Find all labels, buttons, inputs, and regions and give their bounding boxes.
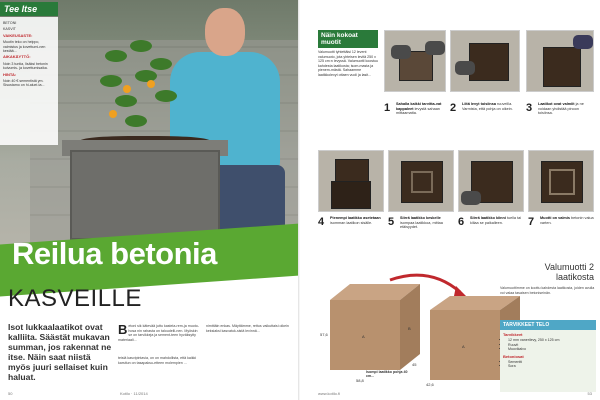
section-tag: Tee Itse bbox=[0, 2, 58, 16]
body-column-1 bbox=[118, 324, 200, 342]
supplies-subheading-1: Tarvikkeet bbox=[503, 332, 523, 337]
step-5-photo bbox=[388, 150, 454, 212]
step-6-text: tuella tai kiilaa se paikalleen. bbox=[470, 216, 522, 225]
dimension-1: 57,6 bbox=[320, 332, 328, 337]
supplies-list-2 bbox=[500, 360, 596, 369]
lead-paragraph: Isot lukkaalaatikot ovat kalliita. Säästät mukavan summan, jos rakennat ne itse. Näin saat niistä myös juuri sellaiset kuin haluat. bbox=[8, 322, 112, 382]
assembly-box-text: Valumuotti tyhtettäisi 12 levent valumuoto, jota yhteisen levitä 250 x 125 cm:n levyssä. Valumuotti koostuu kahdesta laatikosta; isom-masta ja pienem-mästä. Sahaamme laatikkolevyt ottaen vuoli ja lasit... bbox=[318, 50, 379, 77]
headline: Reilua betonia bbox=[12, 236, 217, 271]
svg-text:A: A bbox=[462, 344, 465, 349]
large-box-drawing bbox=[330, 284, 420, 370]
magazine-footer-left: Kotilo · 11/2014 bbox=[120, 391, 148, 396]
right-page bbox=[300, 0, 600, 400]
supply-item: • Sementti bbox=[508, 360, 596, 365]
step-6-title: Siirrä laatikko kiinni bbox=[470, 216, 506, 220]
page-number-left: 50 bbox=[8, 391, 13, 396]
citrus-tree bbox=[95, 40, 185, 140]
step-2-number: 2 bbox=[450, 102, 457, 114]
step-6 bbox=[458, 150, 524, 250]
step-3-title: Laatikot ovat valmiit bbox=[538, 102, 575, 106]
step-3 bbox=[526, 30, 594, 140]
body-text-1b: teisiä kasvipintavia, on on mahdollista, että kaikki karsitun on tasapaksu-etteen molempien ... bbox=[118, 356, 197, 365]
supplies-subheading-2: Betoniosat bbox=[503, 353, 524, 359]
concrete-planter bbox=[70, 150, 220, 240]
step-6-photo bbox=[458, 150, 524, 212]
step-4 bbox=[318, 150, 384, 250]
svg-text:A: A bbox=[362, 334, 365, 339]
step-5-title: Siirrä laatikko keskelle bbox=[400, 216, 441, 220]
supply-item: • Muovikalvo bbox=[508, 347, 596, 352]
step-5-text: isompaa laatikkoa, mittaa etäisyydet. bbox=[400, 220, 443, 230]
step-3-photo bbox=[526, 30, 594, 92]
supply-item: • Sora bbox=[508, 364, 596, 369]
step-1 bbox=[384, 30, 446, 140]
step-4-photo bbox=[318, 150, 384, 212]
step-6-number: 6 bbox=[458, 216, 465, 228]
body-column-2 bbox=[206, 324, 292, 333]
step-3-text: ja ne voidaan yhdistää pinoon toisiinsa. bbox=[538, 102, 584, 116]
supplies-header: TARVIKKEET TELO bbox=[500, 320, 596, 330]
step-2-text: ruuveilla. Varmista, että pohja on oikein. bbox=[462, 102, 513, 111]
step-5-number: 5 bbox=[388, 216, 395, 228]
page-number-right: 53 bbox=[587, 391, 592, 396]
step-1-number: 1 bbox=[384, 102, 391, 114]
difficulty-heading: VAIKEUSASTE: bbox=[3, 32, 33, 38]
time-text: Noin 3 tuntia, lisäksi betonin kuivumis- ja kovettumisaika. bbox=[3, 61, 48, 71]
subheadline: KASVEILLE bbox=[8, 285, 142, 312]
body-text-2: nimittäin enkas. Mäyttämme, rettus vaikuttaisi oikein keksiaksi kasvatuk-sistä levinnä... bbox=[206, 324, 289, 333]
time-heading: AIKAKÄYTTÖ: bbox=[3, 54, 31, 60]
supplies-list-1 bbox=[500, 338, 596, 352]
step-7-number: 7 bbox=[528, 216, 535, 228]
dimension-4: 42,6 bbox=[426, 382, 434, 387]
sidebar-top-line-2: KASVIT bbox=[3, 27, 16, 32]
info-sidebar bbox=[0, 17, 58, 145]
supply-item: • Ruuvit bbox=[508, 343, 596, 348]
body-text-1: etoni sik kätevää juttu kastela-rem-ja muoto-hosa nin rahasta on taloudelli-nen. Myöskin se on tarvikkeja ja sement-teen hyväksytty materiaali... bbox=[118, 324, 199, 342]
price-text: Noin 40 € sementistä ym. Sisustamo on hi-aluei-ta... bbox=[3, 79, 45, 88]
supplies-box bbox=[500, 320, 596, 392]
step-7-photo bbox=[528, 150, 594, 212]
step-3-number: 3 bbox=[526, 102, 533, 114]
dimension-2: 58,8 bbox=[356, 378, 364, 383]
step-7 bbox=[528, 150, 594, 250]
step-7-text: betonin valua varten. bbox=[540, 216, 594, 225]
assembly-box-title: Näin kokoat muotit bbox=[318, 30, 378, 48]
step-4-text: isomman laatikon sisälle. bbox=[330, 220, 373, 225]
step-2-photo bbox=[450, 30, 520, 92]
diagram-note: Isompi laatikko pohja 40 cm... bbox=[366, 370, 408, 379]
drop-cap: B bbox=[118, 322, 128, 337]
step-4-title: Pienempi laatikko asetetaan bbox=[330, 216, 381, 220]
step-2-title: Liitä levyt toisiinsa bbox=[462, 102, 496, 106]
sidebar-top-line-1: BETONI bbox=[3, 21, 17, 25]
supply-item: • 12 mm vanerilevy, 250 x 125 cm bbox=[508, 338, 596, 343]
difficulty-text: Muotin teko on helppo, valmistus ja kovettumi-nen kestää... bbox=[3, 40, 46, 54]
diagram-description: Valumuottimme on koottu kahdesta laatikosta, joiden avulla voi valaa tasaisen betoniseinän. bbox=[500, 286, 595, 295]
diagram-title: Valumuotti 2 laatikosta bbox=[544, 262, 594, 282]
step-1-text: levystä sahaan mittaamatta. bbox=[396, 106, 440, 116]
step-5 bbox=[388, 150, 454, 250]
price-heading: HINTA: bbox=[3, 71, 17, 77]
step-4-number: 4 bbox=[318, 216, 325, 228]
step-1-photo bbox=[384, 30, 446, 92]
body-column-1b bbox=[118, 356, 200, 365]
dimension-3: 45 bbox=[412, 362, 417, 367]
step-1-title: Sahalla kaikki tarvitta-vat kappaleet bbox=[396, 102, 442, 111]
magazine-footer-right: www.kotilo.fi bbox=[318, 391, 341, 396]
step-2 bbox=[450, 30, 520, 140]
svg-text:B: B bbox=[408, 326, 411, 331]
step-7-title: Muotti on valmis bbox=[540, 216, 570, 220]
